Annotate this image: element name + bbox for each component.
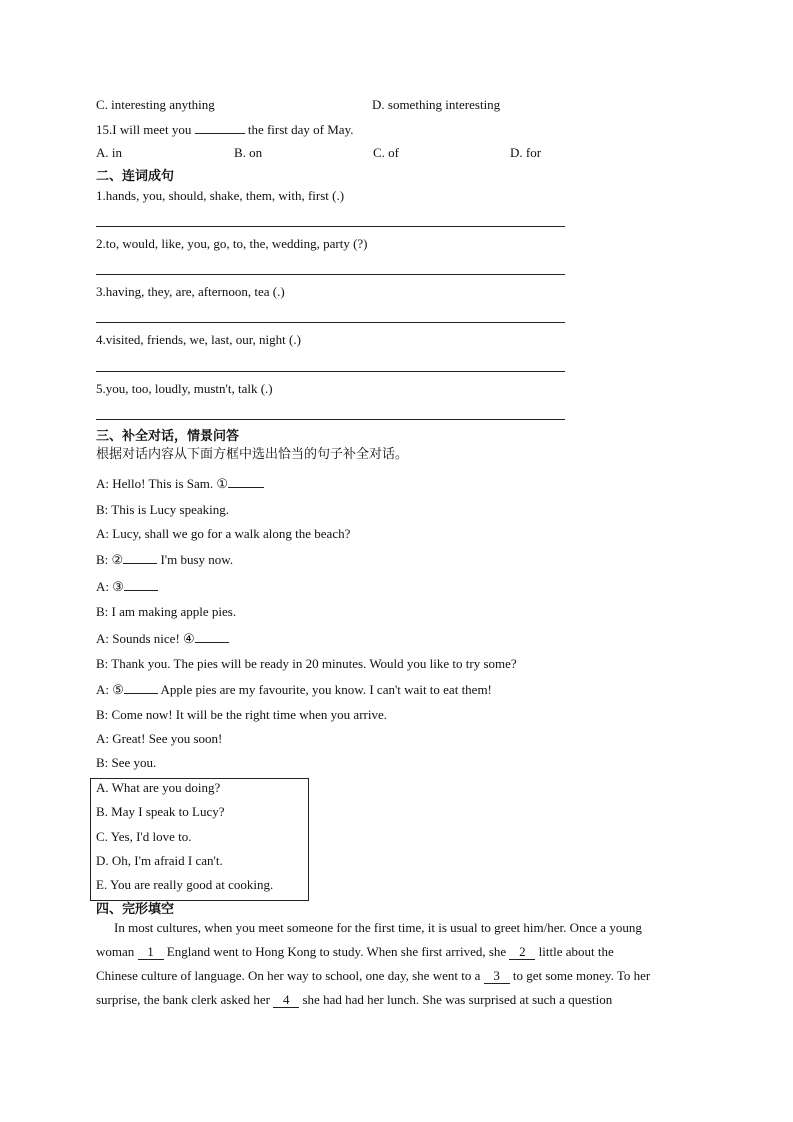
dialogue-blank-2[interactable]	[123, 551, 157, 564]
q15-stem-pre: 15.I will meet you	[96, 122, 192, 137]
box-option-b: B. May I speak to Lucy?	[96, 804, 225, 819]
passage-text: England went to Hong Kong to study. When she first arrived, she	[166, 944, 507, 959]
dialogue-line-10: B: Come now! It will be the right time when you arrive.	[96, 707, 387, 722]
dialogue-blank-1[interactable]	[228, 475, 264, 488]
dialogue-line-11: A: Great! See you soon!	[96, 731, 223, 746]
passage-line-1: In most cultures, when you meet someone for the first time, it is usual to greet him/her. Once a young	[114, 920, 642, 935]
dialogue-line-8: B: Thank you. The pies will be ready in 20 minutes. Would you like to try some?	[96, 656, 517, 671]
dialogue-line-4	[96, 551, 233, 568]
passage-text: she had had her lunch. She was surprised at such a question	[302, 992, 613, 1007]
section3-instruction: 根据对话内容从下面方框中选出恰当的句子补全对话。	[96, 447, 409, 462]
passage-text: little about the	[538, 944, 614, 959]
q15-answer-blank[interactable]	[195, 121, 245, 134]
q15-stem-post: the first day of May.	[247, 122, 354, 137]
sentence-item-1: 1.hands, you, should, shake, them, with, first (.)	[96, 188, 345, 203]
answer-line-1[interactable]	[96, 226, 565, 227]
q14-option-d: D. something interesting	[372, 97, 501, 112]
cloze-blank-1[interactable]: 1	[138, 944, 164, 960]
sentence-item-5: 5.you, too, loudly, mustn't, talk (.)	[96, 381, 273, 396]
passage-line-3	[96, 968, 650, 984]
dialogue-text: A: Sounds nice! ④	[96, 631, 195, 646]
sentence-item-4: 4.visited, friends, we, last, our, night (.)	[96, 332, 301, 347]
cloze-blank-3[interactable]: 3	[484, 968, 510, 984]
dialogue-line-1	[96, 475, 264, 492]
passage-line-2	[96, 944, 614, 960]
q15-option-d: D. for	[510, 145, 542, 160]
sentence-item-3: 3.having, they, are, afternoon, tea (.)	[96, 284, 285, 299]
passage-text: woman	[96, 944, 135, 959]
q15-stem	[96, 121, 354, 138]
passage-text: surprise, the bank clerk asked her	[96, 992, 270, 1007]
dialogue-text: I'm busy now.	[157, 552, 234, 567]
answer-line-4[interactable]	[96, 371, 565, 372]
answer-line-5[interactable]	[96, 419, 565, 420]
passage-line-4	[96, 992, 612, 1008]
q15-option-a: A. in	[96, 145, 122, 160]
dialogue-line-7	[96, 630, 229, 647]
dialogue-blank-5[interactable]	[124, 681, 158, 694]
cloze-blank-2[interactable]: 2	[509, 944, 535, 960]
section3-heading: 三、补全对话，情景问答	[96, 429, 240, 444]
answer-line-2[interactable]	[96, 274, 565, 275]
passage-text: Chinese culture of language. On her way to school, one day, she went to a	[96, 968, 481, 983]
passage-text: to get some money. To her	[512, 968, 651, 983]
dialogue-line-12: B: See you.	[96, 755, 157, 770]
box-option-e: E. You are really good at cooking.	[96, 877, 274, 892]
section4-heading: 四、完形填空	[96, 902, 175, 917]
dialogue-line-3: A: Lucy, shall we go for a walk along the beach?	[96, 526, 351, 541]
sentence-item-2: 2.to, would, like, you, go, to, the, wedding, party (?)	[96, 236, 368, 251]
dialogue-blank-3[interactable]	[124, 578, 158, 591]
dialogue-text: A: ③	[96, 579, 124, 594]
q15-option-c: C. of	[373, 145, 399, 160]
dialogue-line-6: B: I am making apple pies.	[96, 604, 237, 619]
dialogue-line-9	[96, 681, 492, 698]
dialogue-blank-4[interactable]	[195, 630, 229, 643]
dialogue-text: B: ②	[96, 552, 124, 567]
dialogue-line-2: B: This is Lucy speaking.	[96, 502, 230, 517]
q15-option-b: B. on	[234, 145, 263, 160]
box-option-c: C. Yes, I'd love to.	[96, 829, 192, 844]
box-option-d: D. Oh, I'm afraid I can't.	[96, 853, 223, 868]
cloze-blank-4[interactable]: 4	[273, 992, 299, 1008]
dialogue-text: A: Hello! This is Sam. ①	[96, 476, 229, 491]
dialogue-text: Apple pies are my favourite, you know. I can't wait to eat them!	[157, 682, 492, 697]
answer-line-3[interactable]	[96, 322, 565, 323]
section2-heading: 二、连词成句	[96, 169, 175, 184]
dialogue-text: A: ⑤	[96, 682, 124, 697]
dialogue-line-5	[96, 578, 158, 595]
q14-option-c: C. interesting anything	[96, 97, 215, 112]
box-option-a: A. What are you doing?	[96, 780, 221, 795]
